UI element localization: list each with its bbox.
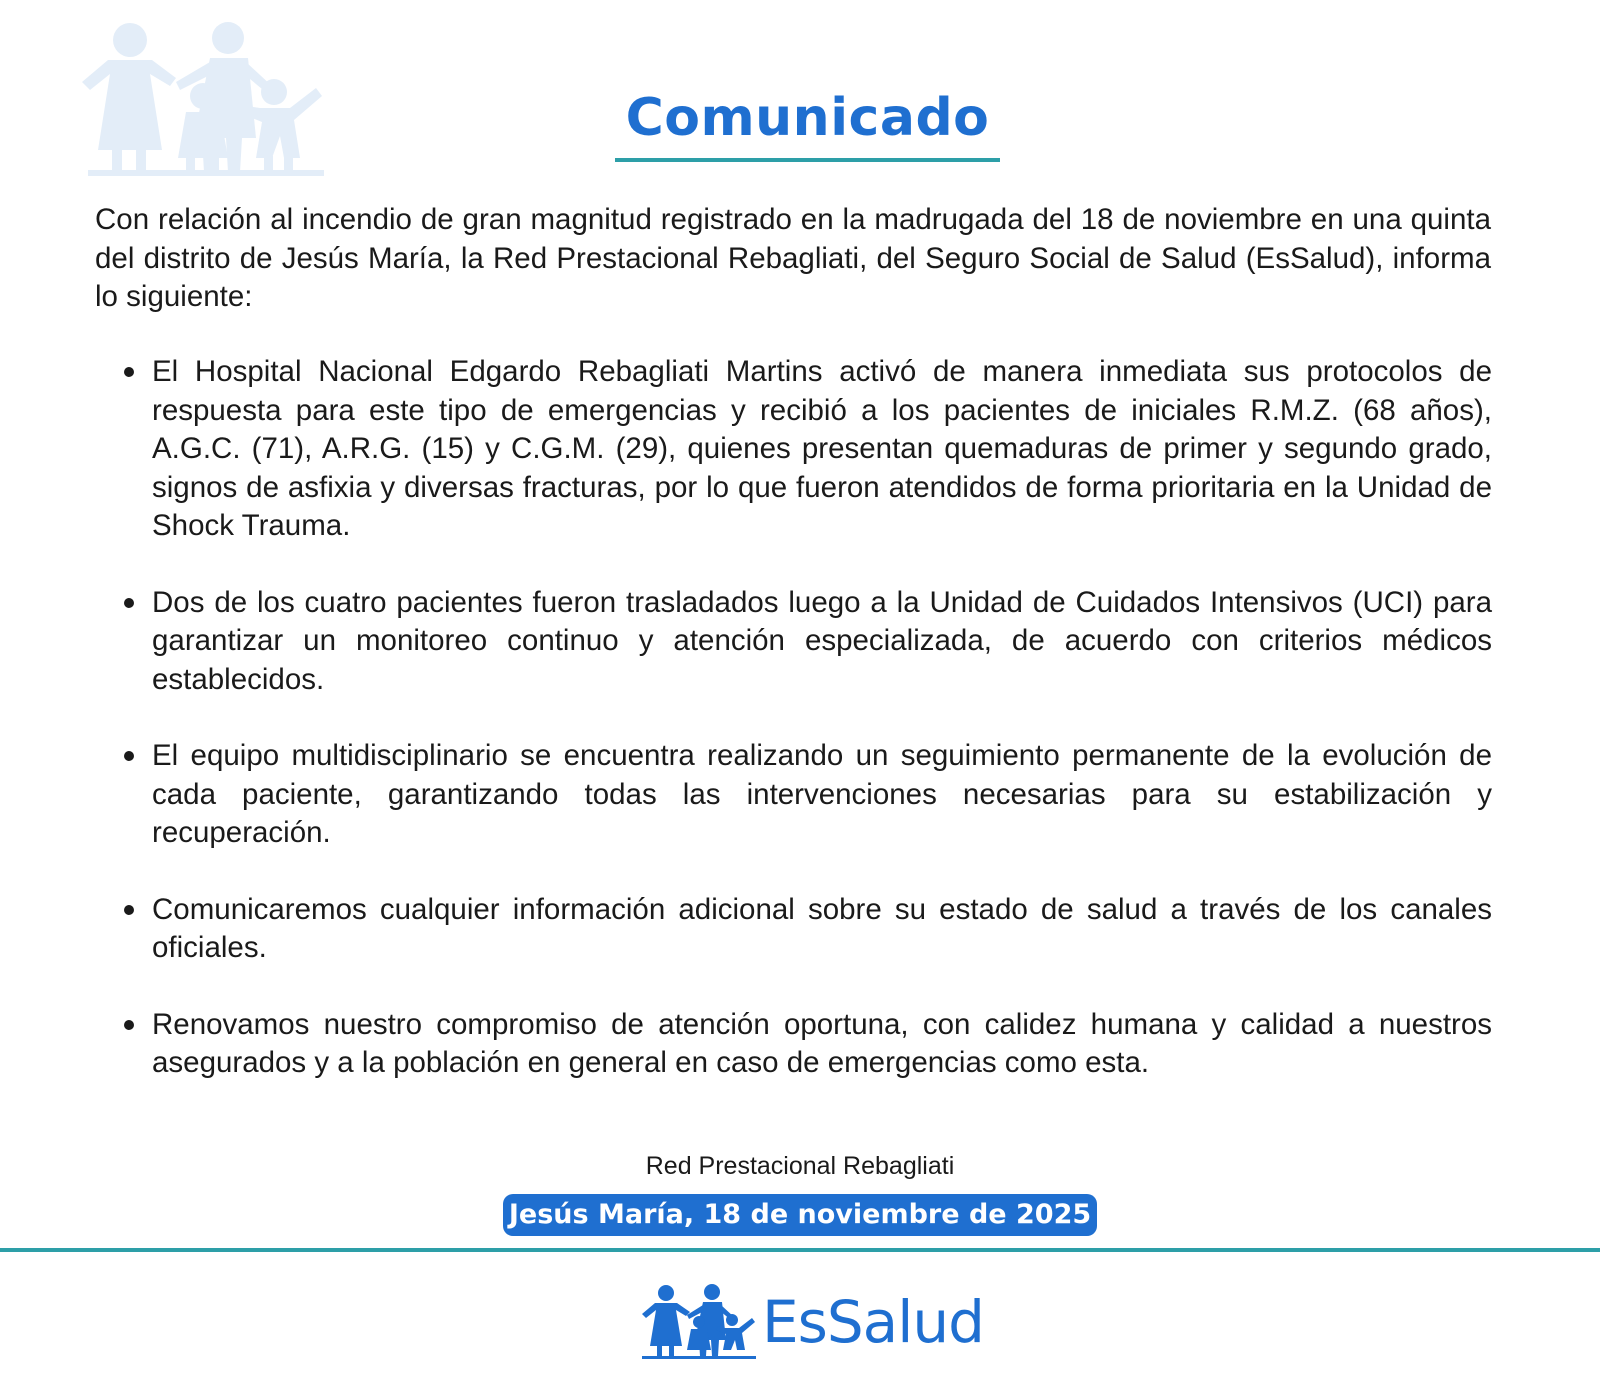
list-item	[152, 1006, 1492, 1083]
list-item-text: El Hospital Nacional Edgardo Rebagliati Martins activó de manera inmediata sus protocolos de respuesta para este tipo de emergencias y recibió a los pacientes de iniciales R.M.Z. (68 años), A.G.C. (71), A.R.G. (15) y C.G.M. (29), quienes presentan quemaduras de primer y segundo grado, signos de asfixia y diversas fracturas, por lo que fueron atendidos de forma prioritaria en la Unidad de Shock Trauma.	[152, 355, 1492, 542]
date-block	[0, 1194, 1600, 1236]
list-item	[152, 737, 1492, 853]
bullet-dot-icon	[124, 751, 134, 761]
list-item	[152, 353, 1492, 546]
signature-line: Red Prestacional Rebagliati	[645, 1152, 955, 1180]
essalud-logo	[640, 1282, 984, 1362]
list-item-text: Renovamos nuestro compromiso de atención oportuna, con calidez humana y calidad a nuestros asegurados y a la población en general en caso de emergencias como esta.	[152, 1007, 1492, 1079]
title-block	[615, 78, 1000, 162]
date-badge: Jesús María, 18 de noviembre de 2025	[503, 1194, 1097, 1236]
title-underline	[615, 158, 1000, 162]
family-watermark-icon	[78, 18, 338, 178]
list-item-text: Dos de los cuatro pacientes fueron trasladados luego a la Unidad de Cuidados Intensivos (UCI) para garantizar un monitoreo continuo y atención especializada, de acuerdo con criterios médicos establecidos.	[152, 585, 1492, 696]
bullet-dot-icon	[124, 1020, 134, 1030]
list-item-text: El equipo multidisciplinario se encuentra realizando un seguimiento permanente de la evolución de cada paciente, garantizando todas las intervenciones necesarias para su estabilización y recuperación.	[152, 739, 1492, 849]
list-item	[152, 891, 1492, 968]
bullet-dot-icon	[124, 367, 134, 377]
intro-paragraph: Con relación al incendio de gran magnitud registrado en la madrugada del 18 de noviembre en una quinta del distrito de Jesús María, la Red Prestacional Rebagliati, del Seguro Social de Salud (EsSalud), informa lo siguiente:	[95, 203, 1491, 313]
logo-wordmark: EsSalud	[762, 1288, 984, 1356]
list-item-text: Comunicaremos cualquier información adicional sobre su estado de salud a través de los canales oficiales.	[152, 892, 1492, 964]
footer-divider	[0, 1248, 1600, 1252]
bullet-list	[152, 353, 1492, 1121]
bullet-dot-icon	[124, 598, 134, 608]
list-item	[152, 584, 1492, 700]
family-logo-icon	[640, 1284, 758, 1360]
page-title: Comunicado	[625, 88, 990, 148]
bullet-dot-icon	[124, 905, 134, 915]
